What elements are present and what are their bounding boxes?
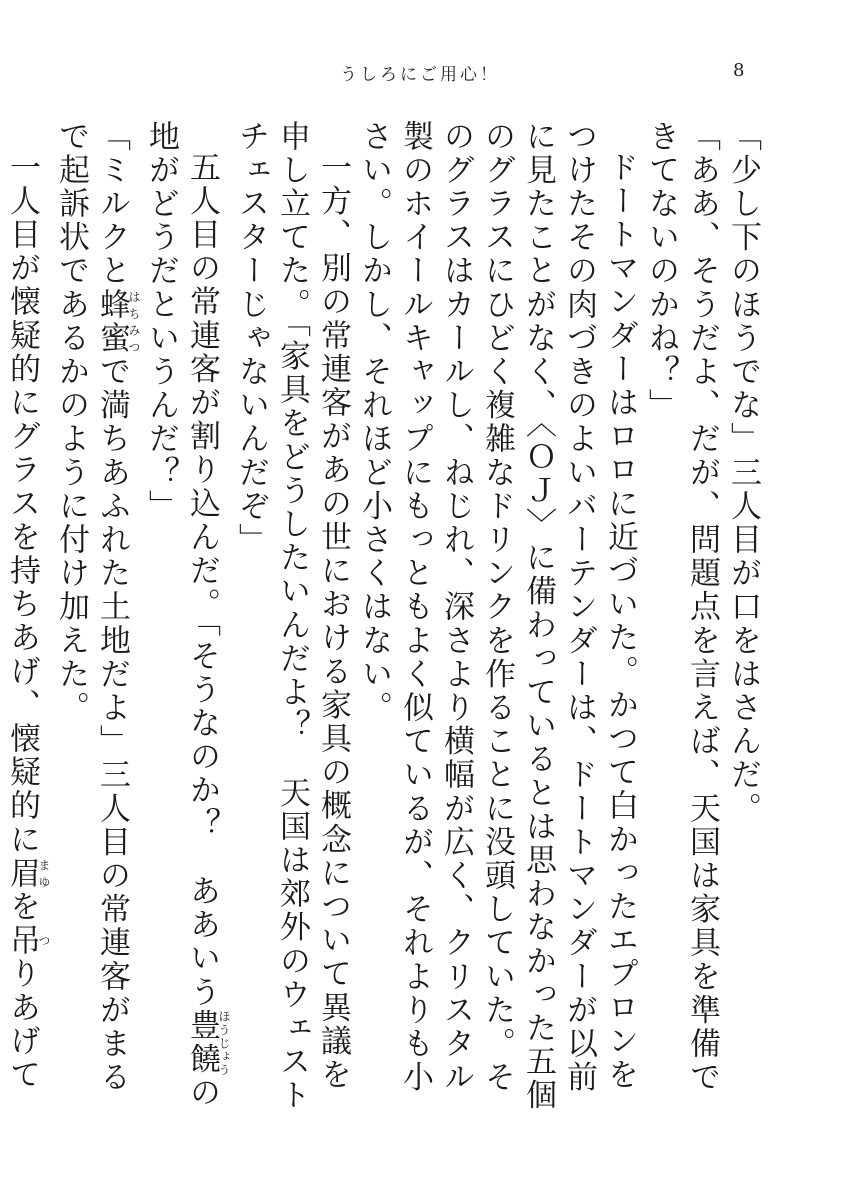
paragraph-7-text-b: を <box>4 890 40 924</box>
paragraph-6 <box>50 120 140 1120</box>
paragraph-3: ドートマンダーはロロに近づいた。かつて白かったエプロンをつけたその肉づきのよいバーテンダーは、ドートマンダーが以前に見たことがなく、〈ＯＪ〉に備わっているとは思わなかった五個のグラスにひどく複雑なドリンクを作ることに没頭していた。そのグラスはカールし、ねじれ、深さより横幅が広く、クリスタル製のホイールキャップにもっともよく似ているが、それよりも小さい。しかし、それほど小さくはない。 <box>356 120 638 1113</box>
paragraph-6-text-b: で満ちあふれた土地だよ」三人目の常連客がまるで起訴状であるかのように付け加えた。 <box>53 120 130 1095</box>
paragraph-7-text-a: 一人目が懐疑的にグラスを持ちあげ、懐疑的に <box>4 151 40 857</box>
paragraph-5-text-b: の地がどうだというんだ？」 <box>143 120 220 1110</box>
ruby-reading: まゆ <box>37 856 51 891</box>
paragraph-6-text-a: 「ミルクと <box>94 120 130 288</box>
ruby-base: 吊 <box>4 923 40 958</box>
page-number: 8 <box>733 60 745 81</box>
ruby-reading: はちみつ <box>127 288 141 356</box>
ruby-base: 蜂蜜 <box>94 288 130 356</box>
ruby-houjou <box>184 1009 231 1077</box>
running-head: うしろにご用心！ <box>340 65 500 85</box>
paragraph-7 <box>0 120 50 1120</box>
ruby-hachimitsu <box>94 288 141 356</box>
paragraph-4: 一方、別の常連客があの世における家具の概念について異議を申し立てた。「家具をどうしたいんだよ？ 天国は郊外のウェストチェスターじゃないんだぞ」 <box>233 120 351 1113</box>
ruby-reading: つ <box>37 923 51 958</box>
ruby-reading: ほうじょう <box>217 1009 231 1077</box>
ruby-base: 豊饒 <box>184 1009 220 1077</box>
paragraph-5-text-a: 五人目の常連客が割り込んだ。「そうなのか？ ああいう <box>184 151 220 1010</box>
ruby-base: 眉 <box>4 856 40 891</box>
ruby-tsu <box>4 923 51 958</box>
paragraph-1: 「少し下のほうでな」三人目が口をはさんだ。 <box>725 120 761 826</box>
paragraph-7-text-c: りあげて <box>4 957 40 1092</box>
vertical-text-body <box>4 120 763 1120</box>
paragraph-5 <box>140 120 230 1120</box>
ruby-mayu <box>4 856 51 891</box>
paragraph-2: 「ああ、そうだよ、だが、問題点を言えば、天国は家具を準備できてないのかね？」 <box>643 120 720 1095</box>
